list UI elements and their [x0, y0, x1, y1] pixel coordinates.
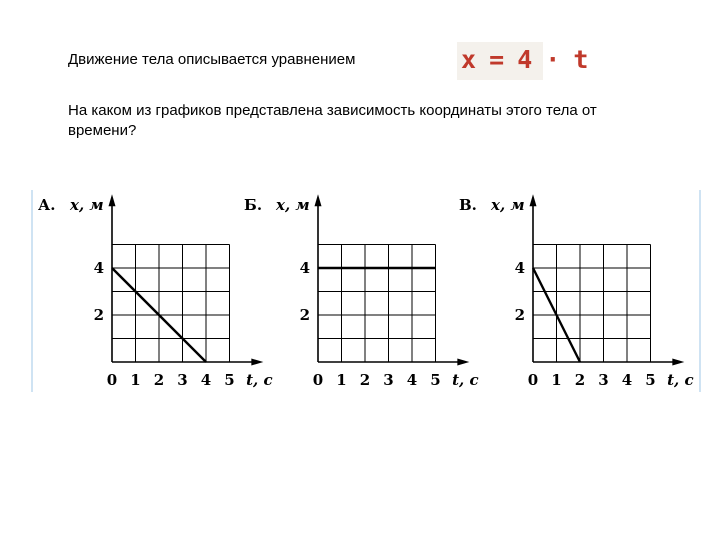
- x-axis-label: t, с: [246, 371, 273, 389]
- x-tick-label: 2: [574, 371, 586, 389]
- slide-text-equation-intro: Движение тела описывается уравнением: [68, 51, 356, 68]
- y-axis-arrow: [109, 194, 116, 206]
- formula-image: [457, 42, 588, 80]
- y-tick-label: 4: [299, 259, 310, 277]
- graphs-svg: [33, 190, 703, 392]
- x-tick-label: 5: [645, 371, 656, 389]
- y-tick-label: 2: [514, 306, 525, 324]
- y-axis-arrow: [530, 194, 537, 206]
- y-tick-label: 4: [93, 259, 104, 277]
- panel-label: В.: [459, 196, 477, 214]
- x-axis-arrow: [672, 359, 684, 366]
- y-axis-label: x, м: [491, 196, 525, 214]
- x-tick-label: 3: [598, 371, 609, 389]
- panel-label: А.: [38, 196, 56, 214]
- x-tick-label: 2: [153, 371, 165, 389]
- x-tick-label: 0: [106, 371, 118, 389]
- x-tick-label: 0: [312, 371, 324, 389]
- y-tick-label: 2: [299, 306, 310, 324]
- x-tick-label: 1: [336, 371, 347, 389]
- x-axis-label: t, с: [452, 371, 479, 389]
- x-axis-arrow: [251, 359, 263, 366]
- x-tick-label: 0: [527, 371, 539, 389]
- x-tick-label: 1: [130, 371, 141, 389]
- x-tick-label: 1: [551, 371, 562, 389]
- x-tick-label: 4: [200, 371, 212, 389]
- x-axis-arrow: [457, 359, 469, 366]
- formula-text: x = 4 · t: [461, 45, 588, 74]
- x-tick-label: 3: [177, 371, 188, 389]
- x-tick-label: 4: [406, 371, 418, 389]
- x-tick-label: 4: [621, 371, 633, 389]
- x-tick-label: 2: [359, 371, 371, 389]
- y-axis-arrow: [315, 194, 322, 206]
- y-axis-label: x, м: [70, 196, 104, 214]
- y-tick-label: 2: [93, 306, 104, 324]
- x-axis-label: t, с: [667, 371, 694, 389]
- y-tick-label: 4: [514, 259, 525, 277]
- x-tick-label: 5: [430, 371, 441, 389]
- panel-label: Б.: [244, 196, 263, 214]
- graphs-figure: [31, 190, 701, 392]
- slide-question: На каком из графиков представлена зависимость координаты этого тела от времени?: [68, 102, 597, 139]
- y-axis-label: x, м: [276, 196, 310, 214]
- x-tick-label: 3: [383, 371, 394, 389]
- x-tick-label: 5: [224, 371, 235, 389]
